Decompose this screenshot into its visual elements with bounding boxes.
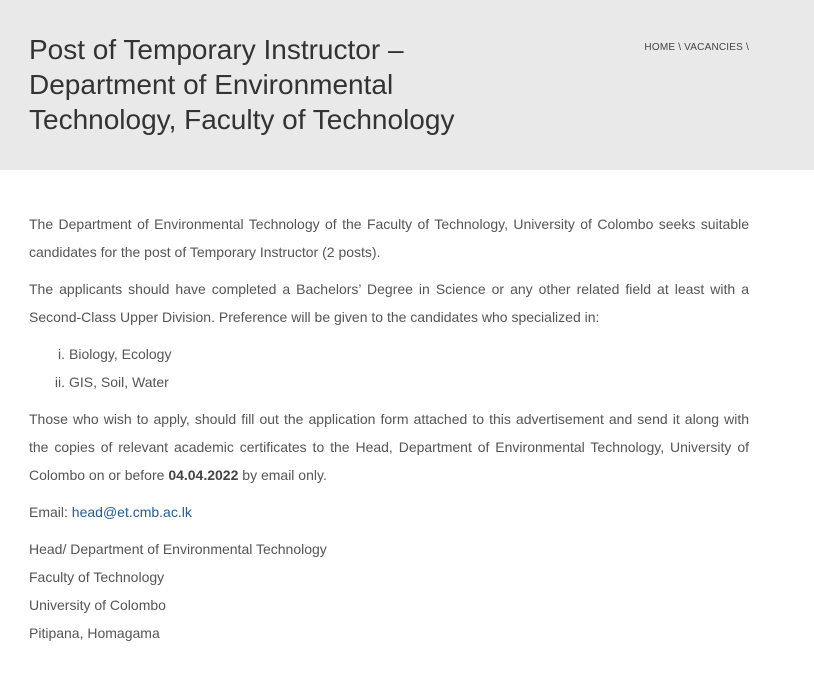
deadline-date: 04.04.2022	[168, 467, 239, 483]
page-title-line-1: Post of Temporary Instructor –	[29, 34, 404, 65]
page-title-line-3: Technology, Faculty of Technology	[29, 104, 455, 135]
breadcrumb	[644, 42, 749, 53]
application-text-end: by email only.	[238, 467, 327, 483]
application-paragraph	[29, 405, 749, 489]
application-text: Those who wish to apply, should fill out the application form attached to this advertisement and send it along with the copies of relevant academic certificates to the Head, Department of Environmental Technology, University of Colombo on or before	[29, 411, 749, 483]
email-link[interactable]: head@et.cmb.ac.lk	[71, 504, 192, 520]
requirements-paragraph: The applicants should have completed a Bachelors’ Degree in Science or any other related field at least with a Second-Class Upper Division. Preference will be given to the candidates who specialized in:	[29, 281, 749, 325]
address-line: Faculty of Technology	[29, 569, 165, 585]
list-item-text: Biology, Ecology	[69, 346, 172, 362]
list-item-number: i.	[58, 346, 65, 362]
breadcrumb-separator: \	[675, 42, 685, 53]
list-item-number: ii.	[54, 374, 65, 390]
email-label: Email:	[29, 504, 72, 520]
address-line: Pitipana, Homagama	[29, 625, 160, 641]
email-paragraph	[29, 498, 749, 526]
page-title-line-2: Department of Environmental	[29, 69, 394, 100]
address-line: Head/ Department of Environmental Technology	[29, 541, 327, 557]
intro-paragraph: The Department of Environmental Technology of the Faculty of Technology, University of Colombo seeks suitable candidates for the post of Temporary Instructor (2 posts).	[29, 216, 749, 260]
contact-address	[29, 535, 749, 647]
article-content	[29, 210, 749, 647]
list-item	[29, 368, 749, 396]
page-header	[0, 0, 814, 170]
breadcrumb-home-link[interactable]: HOME	[644, 42, 676, 53]
address-line: University of Colombo	[29, 597, 166, 613]
list-item	[29, 340, 749, 368]
list-item-text: GIS, Soil, Water	[69, 374, 169, 390]
breadcrumb-separator: \	[743, 42, 749, 53]
specialization-list	[29, 340, 749, 396]
breadcrumb-vacancies-link[interactable]: VACANCIES	[684, 42, 744, 53]
page-title	[29, 32, 499, 137]
